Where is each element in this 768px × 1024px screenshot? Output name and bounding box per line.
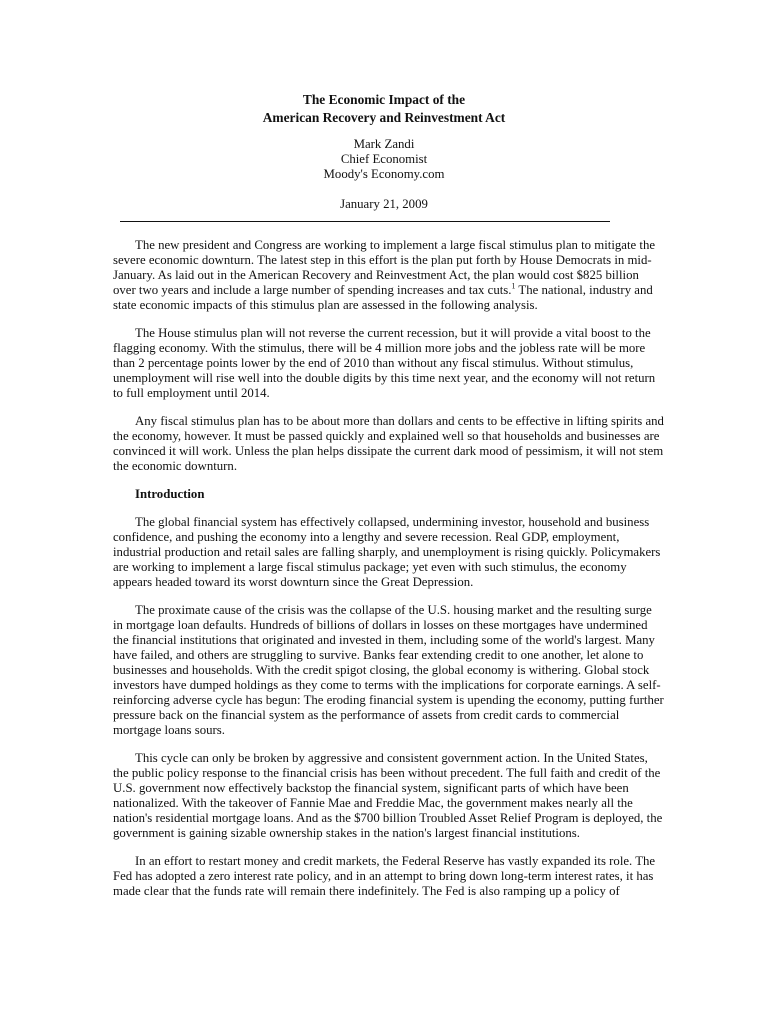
text-line-part: over two years and include a large number of spending increases and tax cuts. (113, 283, 512, 297)
text-line: have failed, and others are struggling to survive. Banks fear extending credit to one another, let alone to (113, 648, 644, 662)
text-line: In an effort to restart money and credit markets, the Federal Reserve has vastly expanded its role. The (135, 854, 656, 868)
text-line: to full employment until 2014. (113, 386, 270, 400)
text-line: industrial production and retail sales are falling sharply, and unemployment is rising quickly. Policymakers (113, 545, 661, 559)
author-block (0, 137, 768, 182)
section-heading: Introduction (135, 487, 205, 501)
text-line: U.S. government now effectively backstop the financial system, significant parts of which have been (113, 781, 629, 795)
author-affiliation: Moody's Economy.com (323, 167, 445, 181)
text-line: Fed has adopted a zero interest rate policy, and in an attempt to bring down long-term interest rates, it has (113, 869, 654, 883)
document-title (0, 91, 768, 127)
title-line-2: American Recovery and Reinvestment Act (262, 110, 506, 125)
paragraph-4 (113, 515, 661, 590)
text-line: mortgage loans sours. (113, 723, 225, 737)
title-line-1: The Economic Impact of the (302, 92, 466, 107)
text-line: government is gaining sizable ownership stakes in the nation's largest financial institutions. (113, 826, 580, 840)
text-line (113, 281, 653, 298)
text-line: This cycle can only be broken by aggressive and consistent government action. In the United States, (135, 751, 648, 765)
text-line: state economic impacts of this stimulus plan are assessed in the following analysis. (113, 298, 538, 312)
text-line: January. As laid out in the American Recovery and Reinvestment Act, the plan would cost $825 billion (113, 268, 639, 282)
author-name: Mark Zandi (353, 137, 415, 151)
text-line: reinforcing adverse cycle has begun: The eroding financial system is upending the economy, putting further (113, 693, 664, 707)
paragraph-1 (113, 238, 656, 313)
paragraph-2 (113, 326, 656, 401)
text-line: confidence, and pushing the economy into a lengthy and severe recession. Real GDP, employment, (113, 530, 620, 544)
text-line: convinced it will work. Unless the plan helps dissipate the current dark mood of pessimism, it will not stem (113, 444, 664, 458)
text-line: the economy, however. It must be passed quickly and explained well so that households and businesses are (113, 429, 660, 443)
text-line: appears headed toward its worst downturn since the Great Depression. (113, 575, 474, 589)
text-line: The new president and Congress are working to implement a large fiscal stimulus plan to mitigate the (135, 238, 656, 252)
text-line: The House stimulus plan will not reverse the current recession, but it will provide a vital boost to the (135, 326, 651, 340)
text-line: The proximate cause of the crisis was the collapse of the U.S. housing market and the resulting surge (135, 603, 652, 617)
text-line: severe economic downturn. The latest step in this effort is the plan put forth by House Democrats in mid- (113, 253, 652, 267)
text-line: investors have dumped holdings as they come to terms with the implications for corporate earnings. A self- (113, 678, 661, 692)
text-line: Any fiscal stimulus plan has to be about more than dollars and cents to be effective in lifting spirits and (135, 414, 664, 428)
text-line-part: The national, industry and (515, 283, 653, 297)
document-date: January 21, 2009 (340, 197, 428, 211)
document-body (113, 238, 664, 899)
text-line: unemployment will rise well into the double digits by this time next year, and the economy will not return (113, 371, 656, 385)
text-line: nation's residential mortgage loans. And as the $700 billion Troubled Asset Relief Program is deployed, the (113, 811, 663, 825)
text-line: in mortgage loan defaults. Hundreds of billions of dollars in losses on these mortgages have undermined (113, 618, 648, 632)
text-line: are working to implement a large fiscal stimulus package; yet even with such stimulus, the economy (113, 560, 627, 574)
text-line: nationalized. With the takeover of Fannie Mae and Freddie Mac, the government makes nearly all the (113, 796, 633, 810)
text-line: the economic downturn. (113, 459, 238, 473)
footnote-marker: 1 (511, 281, 516, 291)
text-line: flagging economy. With the stimulus, there will be 4 million more jobs and the jobless rate will be more (113, 341, 646, 355)
text-line: the public policy response to the financial crisis has been without precedent. The full faith and credit of the (113, 766, 661, 780)
author-title: Chief Economist (340, 152, 428, 166)
text-line: made clear that the funds rate will remain there indefinitely. The Fed is also ramping up a policy of (113, 884, 620, 898)
paragraph-7 (113, 854, 656, 899)
horizontal-rule (120, 221, 610, 222)
text-line: The global financial system has effectively collapsed, undermining investor, household and business (135, 515, 650, 529)
paragraph-3 (113, 414, 664, 474)
text-line: than 2 percentage points lower by the end of 2010 than without any fiscal stimulus. Without stimulus, (113, 356, 634, 370)
text-line: the financial institutions that originated and invested in them, including some of the world's largest. Many (113, 633, 655, 647)
paragraph-6 (113, 751, 663, 841)
paragraph-5 (113, 603, 664, 738)
text-line: businesses and households. With the credit spigot closing, the global economy is withering. Global stock (113, 663, 650, 677)
text-line: pressure back on the financial system as the performance of assets from credit cards to commercial (113, 708, 620, 722)
